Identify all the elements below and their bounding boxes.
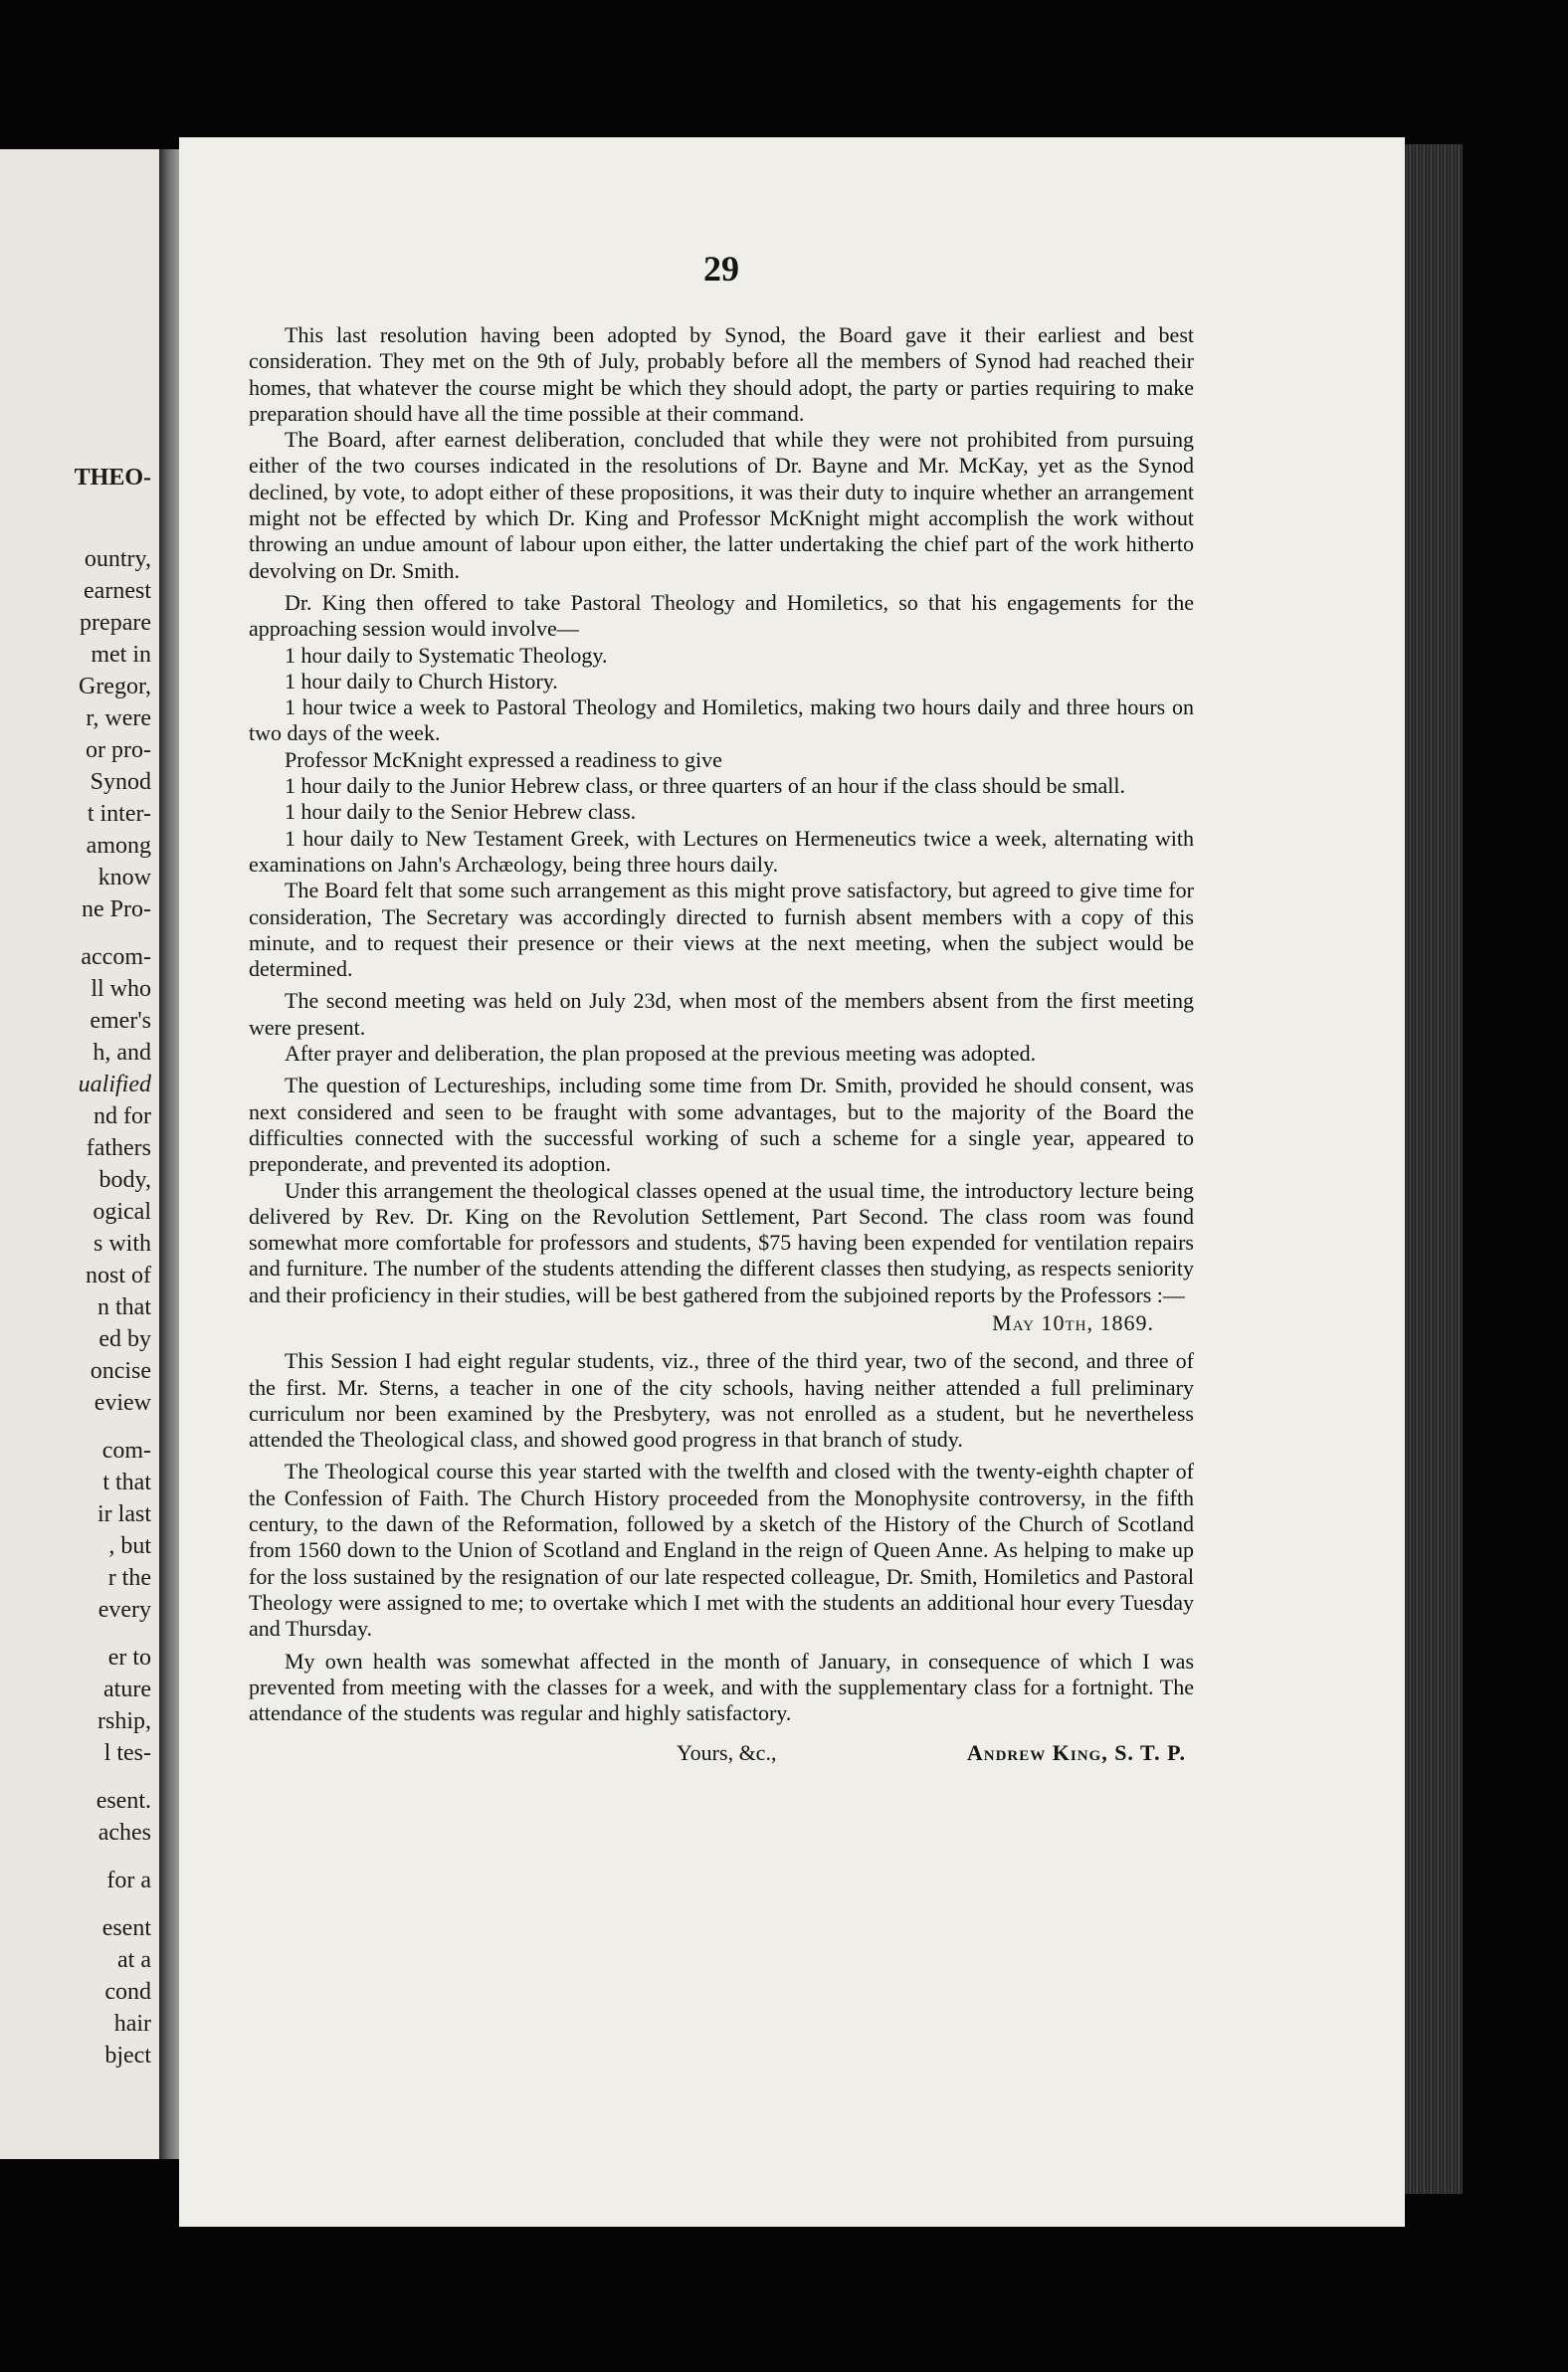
left-page-text-fragment: r the bbox=[107, 1565, 151, 1591]
left-page-text-fragment: met in bbox=[91, 642, 151, 668]
paragraph: The Board felt that some such arrangement as this might prove satisfactory, but agreed to give time for consideration, The Secretary was accordingly directed to furnish absent members with a copy of this minute, and to request their presence or their views at the next meeting, when the subject would be determined. bbox=[249, 878, 1194, 982]
left-page-text-fragment: ne Pro- bbox=[82, 896, 151, 922]
paragraph: The question of Lectureships, including some time from Dr. Smith, provided he should consent, was next considered and seen to be fraught with some advantages, but to the majority of the Board the difficulties connected with the successful working of such a scheme for a single year, appeared to preponderate, and prevented its adoption. bbox=[249, 1073, 1194, 1177]
left-page-text-fragment: nost of bbox=[86, 1263, 151, 1288]
list-item: 1 hour daily to Church History. bbox=[285, 668, 558, 693]
page bbox=[179, 137, 1405, 2227]
left-page-text-fragment: emer's bbox=[90, 1008, 151, 1034]
left-page-text-fragment: every bbox=[98, 1597, 151, 1623]
left-page-text-fragment: esent bbox=[101, 1915, 151, 1941]
report-paragraph: My own health was somewhat affected in the month of January, in consequence of which I was prevented from meeting with the classes for a week, and with the supplementary class for a fortnight. The attendance of the students was regular and highly satisfactory. bbox=[249, 1648, 1194, 1726]
left-page-text-fragment: s with bbox=[93, 1231, 151, 1257]
list-item: 1 hour daily to New Testament Greek, with Lectures on Hermeneutics twice a week, alternating with examinations on Jahn's Archæology, being three hours daily. bbox=[249, 825, 1194, 877]
left-page-text-fragment: ogical bbox=[93, 1199, 151, 1225]
left-page-text-fragment: cond bbox=[104, 1979, 151, 2005]
left-page-text-fragment: eview bbox=[94, 1390, 151, 1416]
left-page-text-fragment: Synod bbox=[90, 769, 151, 795]
left-page-text-fragment: prepare bbox=[80, 610, 151, 636]
left-page-text-fragment: or pro- bbox=[86, 737, 151, 763]
report-paragraph: This Session I had eight regular students, viz., three of the third year, two of the second, and three of the first. Mr. Sterns, a teacher in one of the city schools, having neither attended a full preliminary curriculum nor been examined by the Presbytery, was not enrolled as a student, but he nevertheless attended the Theological class, and showed good progress in that branch of study. bbox=[249, 1348, 1194, 1453]
left-page-text-fragment: ed by bbox=[98, 1326, 151, 1352]
paragraph: Professor McKnight expressed a readiness to give bbox=[285, 746, 722, 772]
list-item: 1 hour daily to Systematic Theology. bbox=[285, 642, 608, 668]
left-facing-page bbox=[0, 149, 162, 2159]
left-page-text-fragment: ountry, bbox=[84, 546, 151, 572]
left-page-text-fragment: know bbox=[98, 865, 151, 890]
left-page-text-fragment: THEO- bbox=[74, 465, 151, 491]
report-paragraph: The Theological course this year started with the twelfth and closed with the twenty-eighth chapter of the Confession of Faith. The Church History proceeded from the Monophysite controversy, in the fifth century, to the dawn of the Reformation, followed by a sketch of the History of the Church of Scotland from 1560 down to the Union of Scotland and England in the reign of Queen Anne. As helping to make up for the loss sustained by the resignation of our late respected colleague, Dr. Smith, Homiletics and Pastoral Theology were assigned to me; to overtake which I met with the students an additional hour every Tuesday and Thursday. bbox=[249, 1459, 1194, 1642]
page-edges bbox=[1405, 144, 1463, 2194]
left-page-text-fragment: t that bbox=[102, 1470, 151, 1495]
paragraph: Under this arrangement the theological classes opened at the usual time, the introductory lecture being delivered by Rev. Dr. King on the Revolution Settlement, Part Second. The class room was found somewhat more comfortable for professors and students, $75 having been expended for ventilation repairs and furniture. The number of the students attending the different classes then studying, as respects seniority and their proficiency in their studies, will be best gathered from the subjoined reports by the Professors :— bbox=[249, 1177, 1194, 1307]
left-page-text-fragment: ualified bbox=[78, 1072, 151, 1097]
list-item: 1 hour twice a week to Pastoral Theology and Homiletics, making two hours daily and three hours on two days of the week. bbox=[249, 694, 1194, 746]
left-page-text-fragment: l tes- bbox=[103, 1740, 151, 1766]
left-page-text-fragment: t inter- bbox=[87, 801, 151, 827]
left-page-text-fragment: n that bbox=[98, 1294, 151, 1320]
left-page-text-fragment: body, bbox=[98, 1167, 151, 1193]
left-page-text-fragment: nd for bbox=[94, 1103, 151, 1129]
left-page-text-fragment: com- bbox=[101, 1438, 151, 1464]
left-page-text-fragment: ll who bbox=[91, 976, 151, 1002]
left-page-text-fragment: ir last bbox=[98, 1501, 151, 1527]
left-page-text-fragment: ature bbox=[103, 1677, 151, 1702]
left-page-text-fragment: esent. bbox=[96, 1788, 151, 1814]
left-page-text-fragment: for a bbox=[106, 1868, 151, 1893]
left-page-text-fragment: , but bbox=[108, 1533, 151, 1559]
paragraph: Dr. King then offered to take Pastoral Theology and Homiletics, so that his engagements for the approaching session would involve— bbox=[249, 589, 1194, 642]
page-content bbox=[249, 249, 1194, 1767]
signature: Andrew King, S. T. P. bbox=[966, 1740, 1186, 1766]
left-page-text-fragment: h, and bbox=[93, 1040, 151, 1066]
report-dateline: May 10th, 1869. bbox=[992, 1309, 1154, 1335]
page-number: 29 bbox=[703, 249, 739, 289]
left-page-text-fragment: rship, bbox=[98, 1708, 151, 1734]
left-page-text-fragment: hair bbox=[113, 2011, 151, 2037]
left-page-text-fragment: bject bbox=[104, 2043, 151, 2069]
left-page-text-fragment: among bbox=[86, 833, 151, 859]
closing-block bbox=[249, 1740, 1194, 1766]
left-page-text-fragment: er to bbox=[107, 1645, 151, 1671]
left-page-text-fragment: earnest bbox=[84, 578, 151, 604]
left-page-text-fragment: at a bbox=[117, 1947, 151, 1973]
paragraph: The second meeting was held on July 23d, when most of the members absent from the first meeting were present. bbox=[249, 988, 1194, 1040]
left-page-text-fragment: r, were bbox=[86, 705, 151, 731]
left-page-text-fragment: aches bbox=[98, 1820, 151, 1846]
paragraph: This last resolution having been adopted by Synod, the Board gave it their earliest and best consideration. They met on the 9th of July, probably before all the members of Synod had reached their homes, that whatever the course might be which they should adopt, the party or parties requiring to make preparation should have all the time possible at their command. bbox=[249, 322, 1194, 426]
left-page-text-fragment: fathers bbox=[86, 1135, 151, 1161]
closing-salutation: Yours, &c., bbox=[677, 1740, 777, 1766]
left-page-text-fragment: Gregor, bbox=[78, 674, 151, 699]
paragraph: After prayer and deliberation, the plan proposed at the previous meeting was adopted. bbox=[285, 1041, 1037, 1067]
left-page-text-fragment: oncise bbox=[90, 1358, 151, 1384]
left-page-text-fragment: accom- bbox=[81, 944, 151, 970]
list-item: 1 hour daily to the Junior Hebrew class, or three quarters of an hour if the class should be small. bbox=[285, 773, 1125, 799]
paragraph: The Board, after earnest deliberation, concluded that while they were not prohibited from pursuing either of the two courses indicated in the resolutions of Dr. Bayne and Mr. McKay, yet as the Synod declined, by vote, to adopt either of these propositions, it was their duty to inquire whether an arrangement might not be effected by which Dr. King and Professor McKnight might accomplish the work without throwing an undue amount of labour upon either, the latter undertaking the chief part of the work hitherto devolving on Dr. Smith. bbox=[249, 427, 1194, 583]
book-gutter bbox=[159, 149, 179, 2159]
list-item: 1 hour daily to the Senior Hebrew class. bbox=[285, 799, 637, 825]
